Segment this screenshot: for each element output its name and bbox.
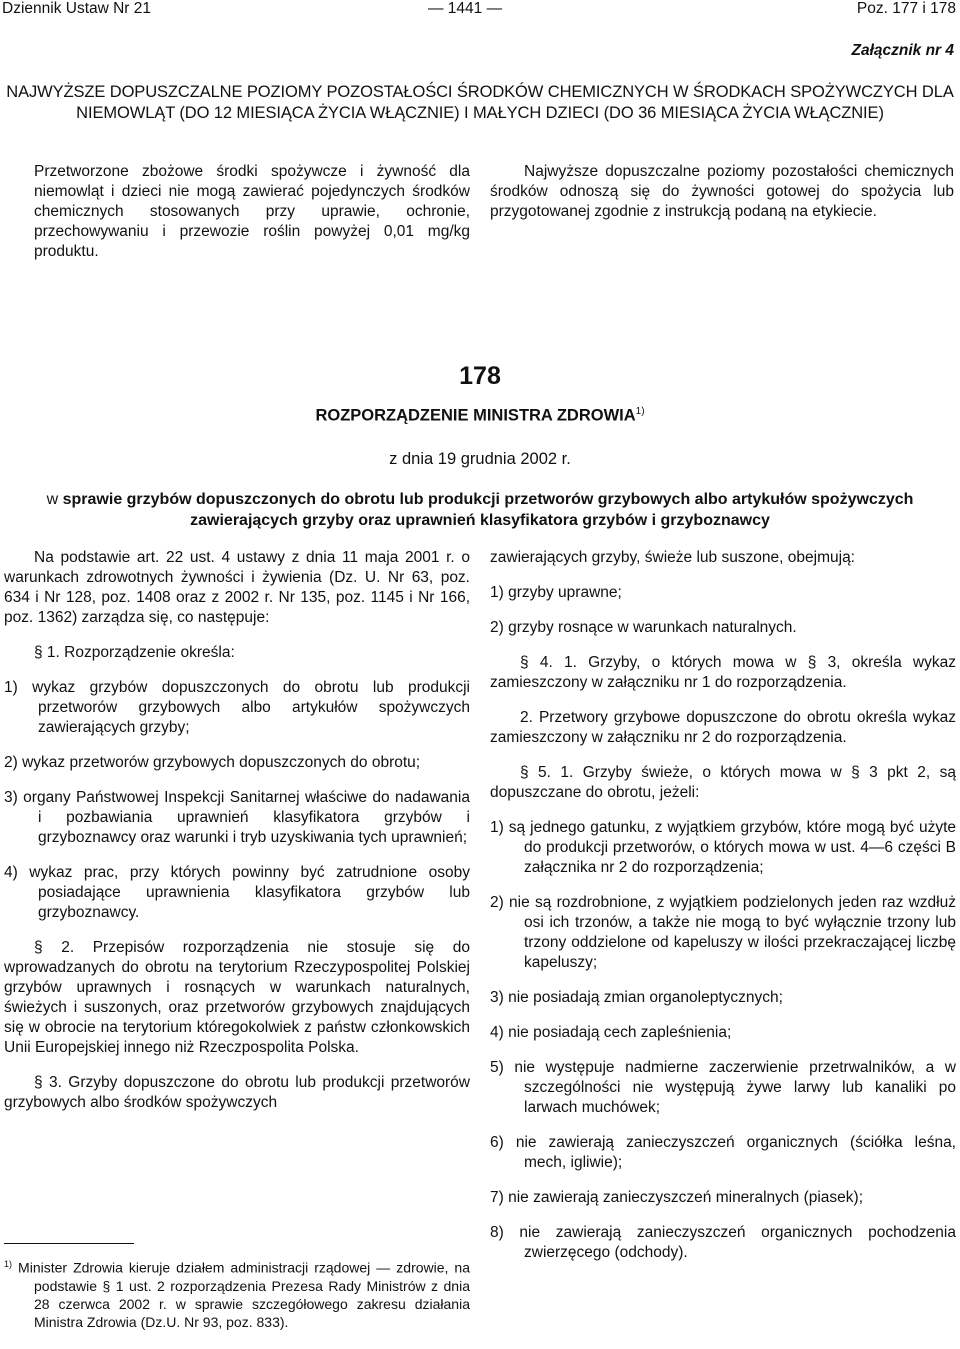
section-3-continuation: zawierających grzyby, świeże lub suszone, obejmują: (490, 549, 855, 566)
section-5-intro: § 5. 1. Grzyby świeże, o których mowa w § 3 pkt 2, są dopuszczane do obrotu, jeżeli: (490, 764, 956, 801)
list-item: 6) nie zawierają zanieczyszczeń organicznych (ściółka leśna, mech, igliwie); (490, 1134, 956, 1171)
act-date: z dnia 19 grudnia 2002 r. (389, 450, 571, 468)
list-item: 2) wykaz przetworów grzybowych dopuszczonych do obrotu; (4, 754, 421, 771)
list-item: 4) wykaz prac, przy których powinny być zatrudnione osoby posiadające uprawnienia klasyfikatora grzybów lub grzyboznawcy. (4, 864, 470, 921)
list-item: 4) nie posiadają cech zapleśnienia; (490, 1024, 732, 1041)
annex-label: Załącznik nr 4 (851, 42, 954, 59)
list-item: 7) nie zawierają zanieczyszczeń mineralnych (piasek); (490, 1189, 864, 1206)
footnote (4, 1255, 470, 1331)
list-item: 1) wykaz grzybów dopuszczonych do obrotu lub produkcji przetworów grzybowych albo artykułów spożywczych zawierających grzyby; (4, 679, 470, 736)
subject-prefix: w (46, 491, 59, 508)
left-column (4, 548, 470, 1113)
preamble: Na podstawie art. 22 ust. 4 ustawy z dnia 11 maja 2001 r. o warunkach zdrowotnych żywności i żywienia (Dz. U. Nr 63, poz. 634 i Nr 128, poz. 1408 oraz z 2002 r. Nr 135, poz. 1145 i Nr 166, poz. 1362) zarządza się, co następuje: (4, 549, 470, 626)
section-4-1: § 4. 1. Grzyby, o których mowa w § 3, określa wykaz zamieszczony w załączniku nr 1 do rozporządzenia. (490, 654, 956, 691)
right-column (490, 548, 956, 1263)
act-title (0, 406, 960, 426)
annex-left-paragraph: Przetworzone zbożowe środki spożywcze i żywność dla niemowląt i dzieci nie mogą zawierać pojedynczych środków chemicznych stosowanych przy uprawie, ochronie, przechowywaniu i przewozie roślin powyżej 0,01 mg/kg produktu. (34, 163, 470, 260)
footnote-text: Minister Zdrowia kieruje działem administracji rządowej — zdrowie, na podstawie § 1 ust. 2 rozporządzenia Prezesa Rady Ministrów z dnia 28 czerwca 2002 r. w sprawie szczegółowego zakresu działania Ministra Zdrowia (Dz.U. Nr 93, poz. 833). (18, 1259, 471, 1330)
journal-name: Dziennik Ustaw Nr 21 (2, 0, 152, 17)
list-item: 5) nie występuje nadmierne zaczerwienie przetrwalników, a w szczególności nie występują żywe larwy lub kanaliki po larwach muchówek; (490, 1059, 956, 1116)
list-item: 1) grzyby uprawne; (490, 584, 622, 601)
list-item: 3) organy Państwowej Inspekcji Sanitarnej właściwe do nadawania i pozbawiania uprawnień klasyfikatora grzybów i grzyboznawcy oraz warunki i tryb uzyskiwania tych uprawnień; (4, 789, 470, 846)
section-1-intro: § 1. Rozporządzenie określa: (34, 644, 235, 661)
act-title-text: ROZPORZĄDZENIE MINISTRA ZDROWIA (315, 406, 636, 425)
running-header (0, 0, 960, 22)
page-number: — 1441 — (428, 0, 503, 17)
list-item: 2) nie są rozdrobnione, z wyjątkiem podzielonych jeden raz wzdłuż osi ich trzonów, a także nie mogą to być wyłącznie trzony lub trzony oddzielone od kapeluszy w ilości przekraczającej liczbę kapeluszy; (490, 894, 956, 971)
footnote-mark: 1) (4, 1259, 13, 1269)
footnote-ref: 1) (635, 406, 645, 417)
subject-text: sprawie grzybów dopuszczonych do obrotu lub produkcji przetworów grzybowych albo artykułów spożywczych zawierających grzyby oraz uprawnień klasyfikatora grzybów i grzyboznawcy (62, 491, 914, 529)
list-item: 2) grzyby rosnące w warunkach naturalnych. (490, 619, 797, 636)
section-3: § 3. Grzyby dopuszczone do obrotu lub produkcji przetworów grzybowych albo środków spożywczych (4, 1074, 470, 1111)
footnote-divider (4, 1243, 134, 1244)
list-item: 3) nie posiadają zmian organoleptycznych; (490, 989, 783, 1006)
act-number: 178 (459, 362, 501, 390)
list-item: 8) nie zawierają zanieczyszczeń organicznych pochodzenia zwierzęcego (odchody). (490, 1224, 956, 1261)
annex-right-paragraph: Najwyższe dopuszczalne poziomy pozostałości chemicznych środków odnoszą się do żywności gotowej do spożycia lub przygotowanej zgodnie z instrukcją podaną na etykiecie. (490, 163, 954, 220)
annex-title: NAJWYŻSZE DOPUSZCZALNE POZIOMY POZOSTAŁOŚCI ŚRODKÓW CHEMICZNYCH W ŚRODKACH SPOŻYWCZYCH DLA NIEMOWLĄT (DO 12 MIESIĄCA ŻYCIA WŁĄCZNIE) I MAŁYCH DZIECI (DO 36 MIESIĄCA ŻYCIA WŁĄCZNIE) (6, 83, 954, 122)
section-4-2: 2. Przetwory grzybowe dopuszczone do obrotu określa wykaz zamieszczony w załączniku nr 2 do rozporządzenia. (490, 709, 956, 746)
act-subject (0, 489, 960, 531)
position-ref: Poz. 177 i 178 (856, 0, 956, 17)
section-2: § 2. Przepisów rozporządzenia nie stosuje się do wprowadzanych do obrotu na terytorium Rzeczypospolitej Polskiej grzybów uprawnych i rosnących w warunkach naturalnych, świeżych i suszonych, oraz przetworów grzybowych znajdujących się w obrocie na terytorium któregokolwiek z państw członkowskich Unii Europejskiej innego niż Rzeczpospolita Polska. (4, 939, 470, 1056)
list-item: 1) są jednego gatunku, z wyjątkiem grzybów, które mogą być użyte do produkcji przetworów, o których mowa w ust. 4—6 części B załącznika nr 2 do rozporządzenia; (490, 819, 956, 876)
